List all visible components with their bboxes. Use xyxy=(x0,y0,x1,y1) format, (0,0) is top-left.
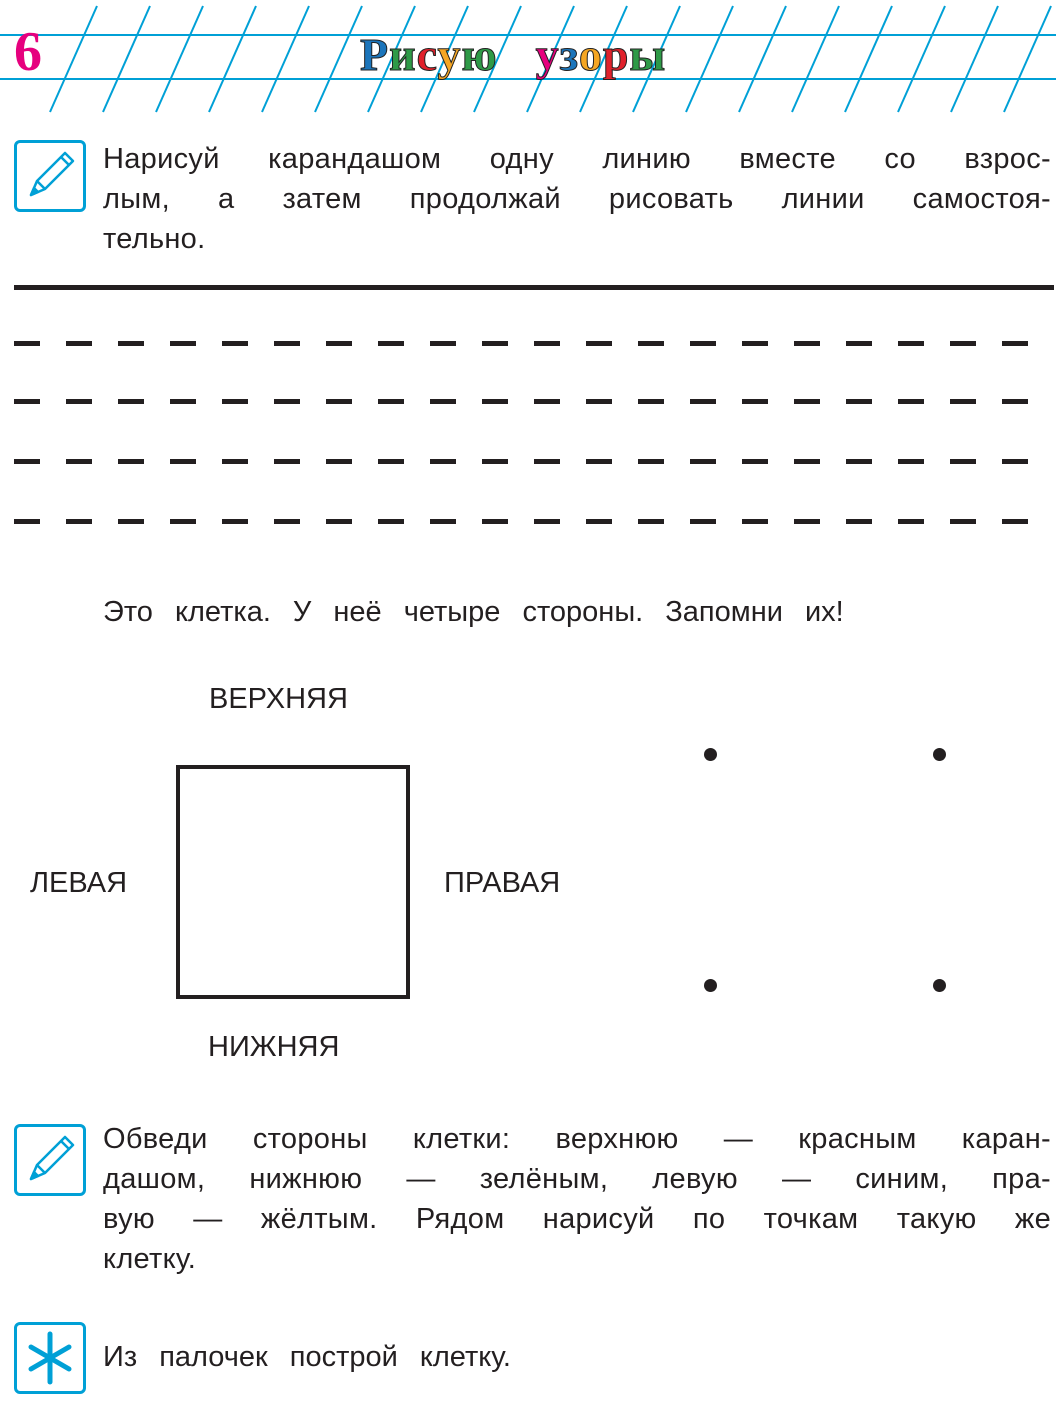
title-letter: ы xyxy=(629,29,667,80)
sticks-icon xyxy=(17,1325,83,1391)
task1-line: тельно. xyxy=(103,223,206,255)
task2-line: клетку. xyxy=(103,1243,197,1275)
task-icon-box xyxy=(14,140,86,212)
task2-instruction xyxy=(103,1119,1051,1279)
grid-dot[interactable] xyxy=(933,748,946,761)
title-letter: о xyxy=(578,29,603,80)
title-letter: у xyxy=(535,29,560,80)
cell-bottom-label: НИЖНЯЯ xyxy=(208,1031,340,1063)
title-letter: у xyxy=(437,29,462,80)
page-number: 6 xyxy=(14,21,42,83)
cell-top-label: ВЕРХНЯЯ xyxy=(209,683,348,715)
grid-dot[interactable] xyxy=(704,748,717,761)
task2-line: вую — жёлтым. Рядом нарисуй по точкам такую же xyxy=(103,1203,1051,1235)
title-letter: р xyxy=(602,29,630,80)
title-letter: з xyxy=(559,29,579,80)
title-letter: ю xyxy=(461,29,498,80)
title-letter: с xyxy=(416,29,438,80)
task1-instruction xyxy=(103,139,1051,259)
page-title xyxy=(360,29,667,80)
task2-line: Обведи стороны клетки: верхнюю — красным каран- xyxy=(103,1123,1051,1155)
cell-square xyxy=(176,765,410,999)
solid-line xyxy=(14,285,1054,290)
grid-dot[interactable] xyxy=(704,979,717,992)
task1-line: лым, а затем продолжай рисовать линии самостоя- xyxy=(103,183,1051,215)
title-letter: и xyxy=(389,29,417,80)
dashed-line[interactable] xyxy=(14,459,1054,464)
pencil-icon xyxy=(17,143,83,209)
intro-text: Это клетка. У неё четыре стороны. Запомни их! xyxy=(103,596,844,628)
cell-right-label: ПРАВАЯ xyxy=(444,867,561,899)
dashed-line[interactable] xyxy=(14,519,1054,524)
task-icon-box xyxy=(14,1322,86,1394)
grid-dot[interactable] xyxy=(933,979,946,992)
pencil-icon xyxy=(17,1127,83,1193)
cell-left-label: ЛЕВАЯ xyxy=(30,867,128,899)
dashed-line[interactable] xyxy=(14,399,1054,404)
title-letter: Р xyxy=(360,29,390,80)
task1-line: Нарисуй карандашом одну линию вместе со взрос- xyxy=(103,143,1051,175)
task3-instruction: Из палочек построй клетку. xyxy=(103,1341,511,1373)
dashed-line[interactable] xyxy=(14,341,1054,346)
task2-line: дашом, нижнюю — зелёным, левую — синим, пра- xyxy=(103,1163,1051,1195)
task-icon-box xyxy=(14,1124,86,1196)
